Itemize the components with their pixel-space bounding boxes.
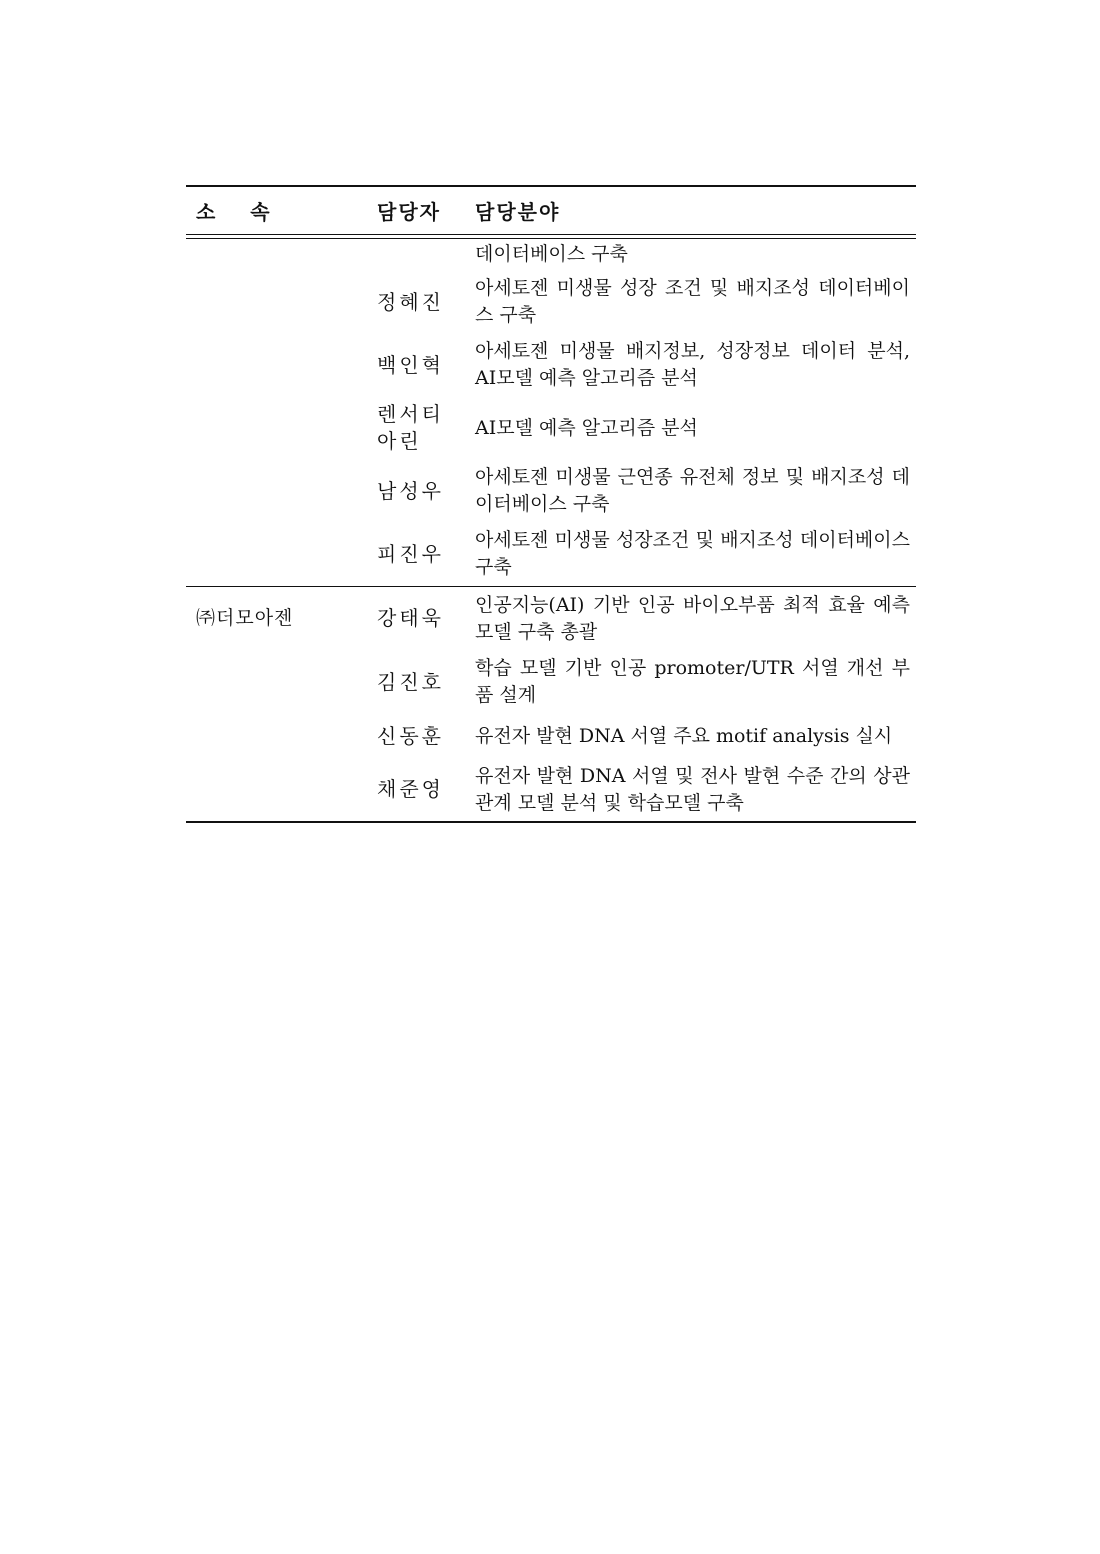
person-cell: 신동훈: [377, 723, 444, 748]
field-cell: 인공지능(AI) 기반 인공 바이오부품 최적 효율 예측 모델 구축 총괄: [475, 593, 910, 643]
staff-table: [186, 185, 916, 823]
field-cell: 아세토젠 미생물 배지정보, 성장정보 데이터 분석, AI모델 예측 알고리즘 분석: [475, 340, 910, 389]
field-cell: 유전자 발현 DNA 서열 및 전사 발현 수준 간의 상관 관계 모델 분석 및 학습모델 구축: [475, 764, 910, 814]
field-cell: 데이터베이스 구축: [475, 243, 628, 265]
table-header: [186, 187, 916, 234]
header-affiliation: 소 속: [196, 200, 284, 224]
table-row: [186, 650, 916, 714]
person-cell: 남성우: [377, 478, 444, 503]
field-cell: 아세토젠 미생물 성장 조건 및 배지조성 데이터베이스 구축: [475, 277, 910, 326]
table-row: [186, 270, 916, 334]
affiliation-cell: ㈜더모아젠: [196, 607, 294, 629]
person-cell: 김진호: [377, 669, 444, 694]
table-row: [186, 714, 916, 758]
field-cell: 아세토젠 미생물 성장조건 및 배지조성 데이터베이스 구축: [475, 529, 910, 578]
person-cell: 정혜진: [377, 289, 444, 314]
table-row: [186, 460, 916, 522]
field-cell: 유전자 발현 DNA 서열 주요 motif analysis 실시: [475, 724, 893, 747]
table-group: [186, 587, 916, 821]
person-cell: 강태욱: [377, 606, 444, 630]
table-row: [186, 522, 916, 586]
table-bottom-rule: [186, 821, 916, 823]
table-row: [186, 587, 916, 650]
table-row: [186, 396, 916, 460]
person-cell: 채준영: [377, 777, 444, 801]
table-row: [186, 758, 916, 821]
person-cell: 피진우: [377, 541, 444, 566]
header-person: 담당자: [377, 200, 441, 224]
table-row: [186, 334, 916, 396]
person-cell: 렌서티아린: [377, 402, 444, 453]
table-group: [186, 239, 916, 586]
field-cell: 학습 모델 기반 인공 promoter/UTR 서열 개선 부품 설계: [475, 657, 910, 706]
header-field: 담당분야: [475, 200, 561, 224]
field-cell: AI모델 예측 알고리즘 분석: [475, 416, 698, 439]
table-row: [186, 239, 916, 270]
person-cell: 백인혁: [377, 352, 444, 377]
field-cell: 아세토젠 미생물 근연종 유전체 정보 및 배지조성 데이터베이스 구축: [475, 466, 910, 515]
